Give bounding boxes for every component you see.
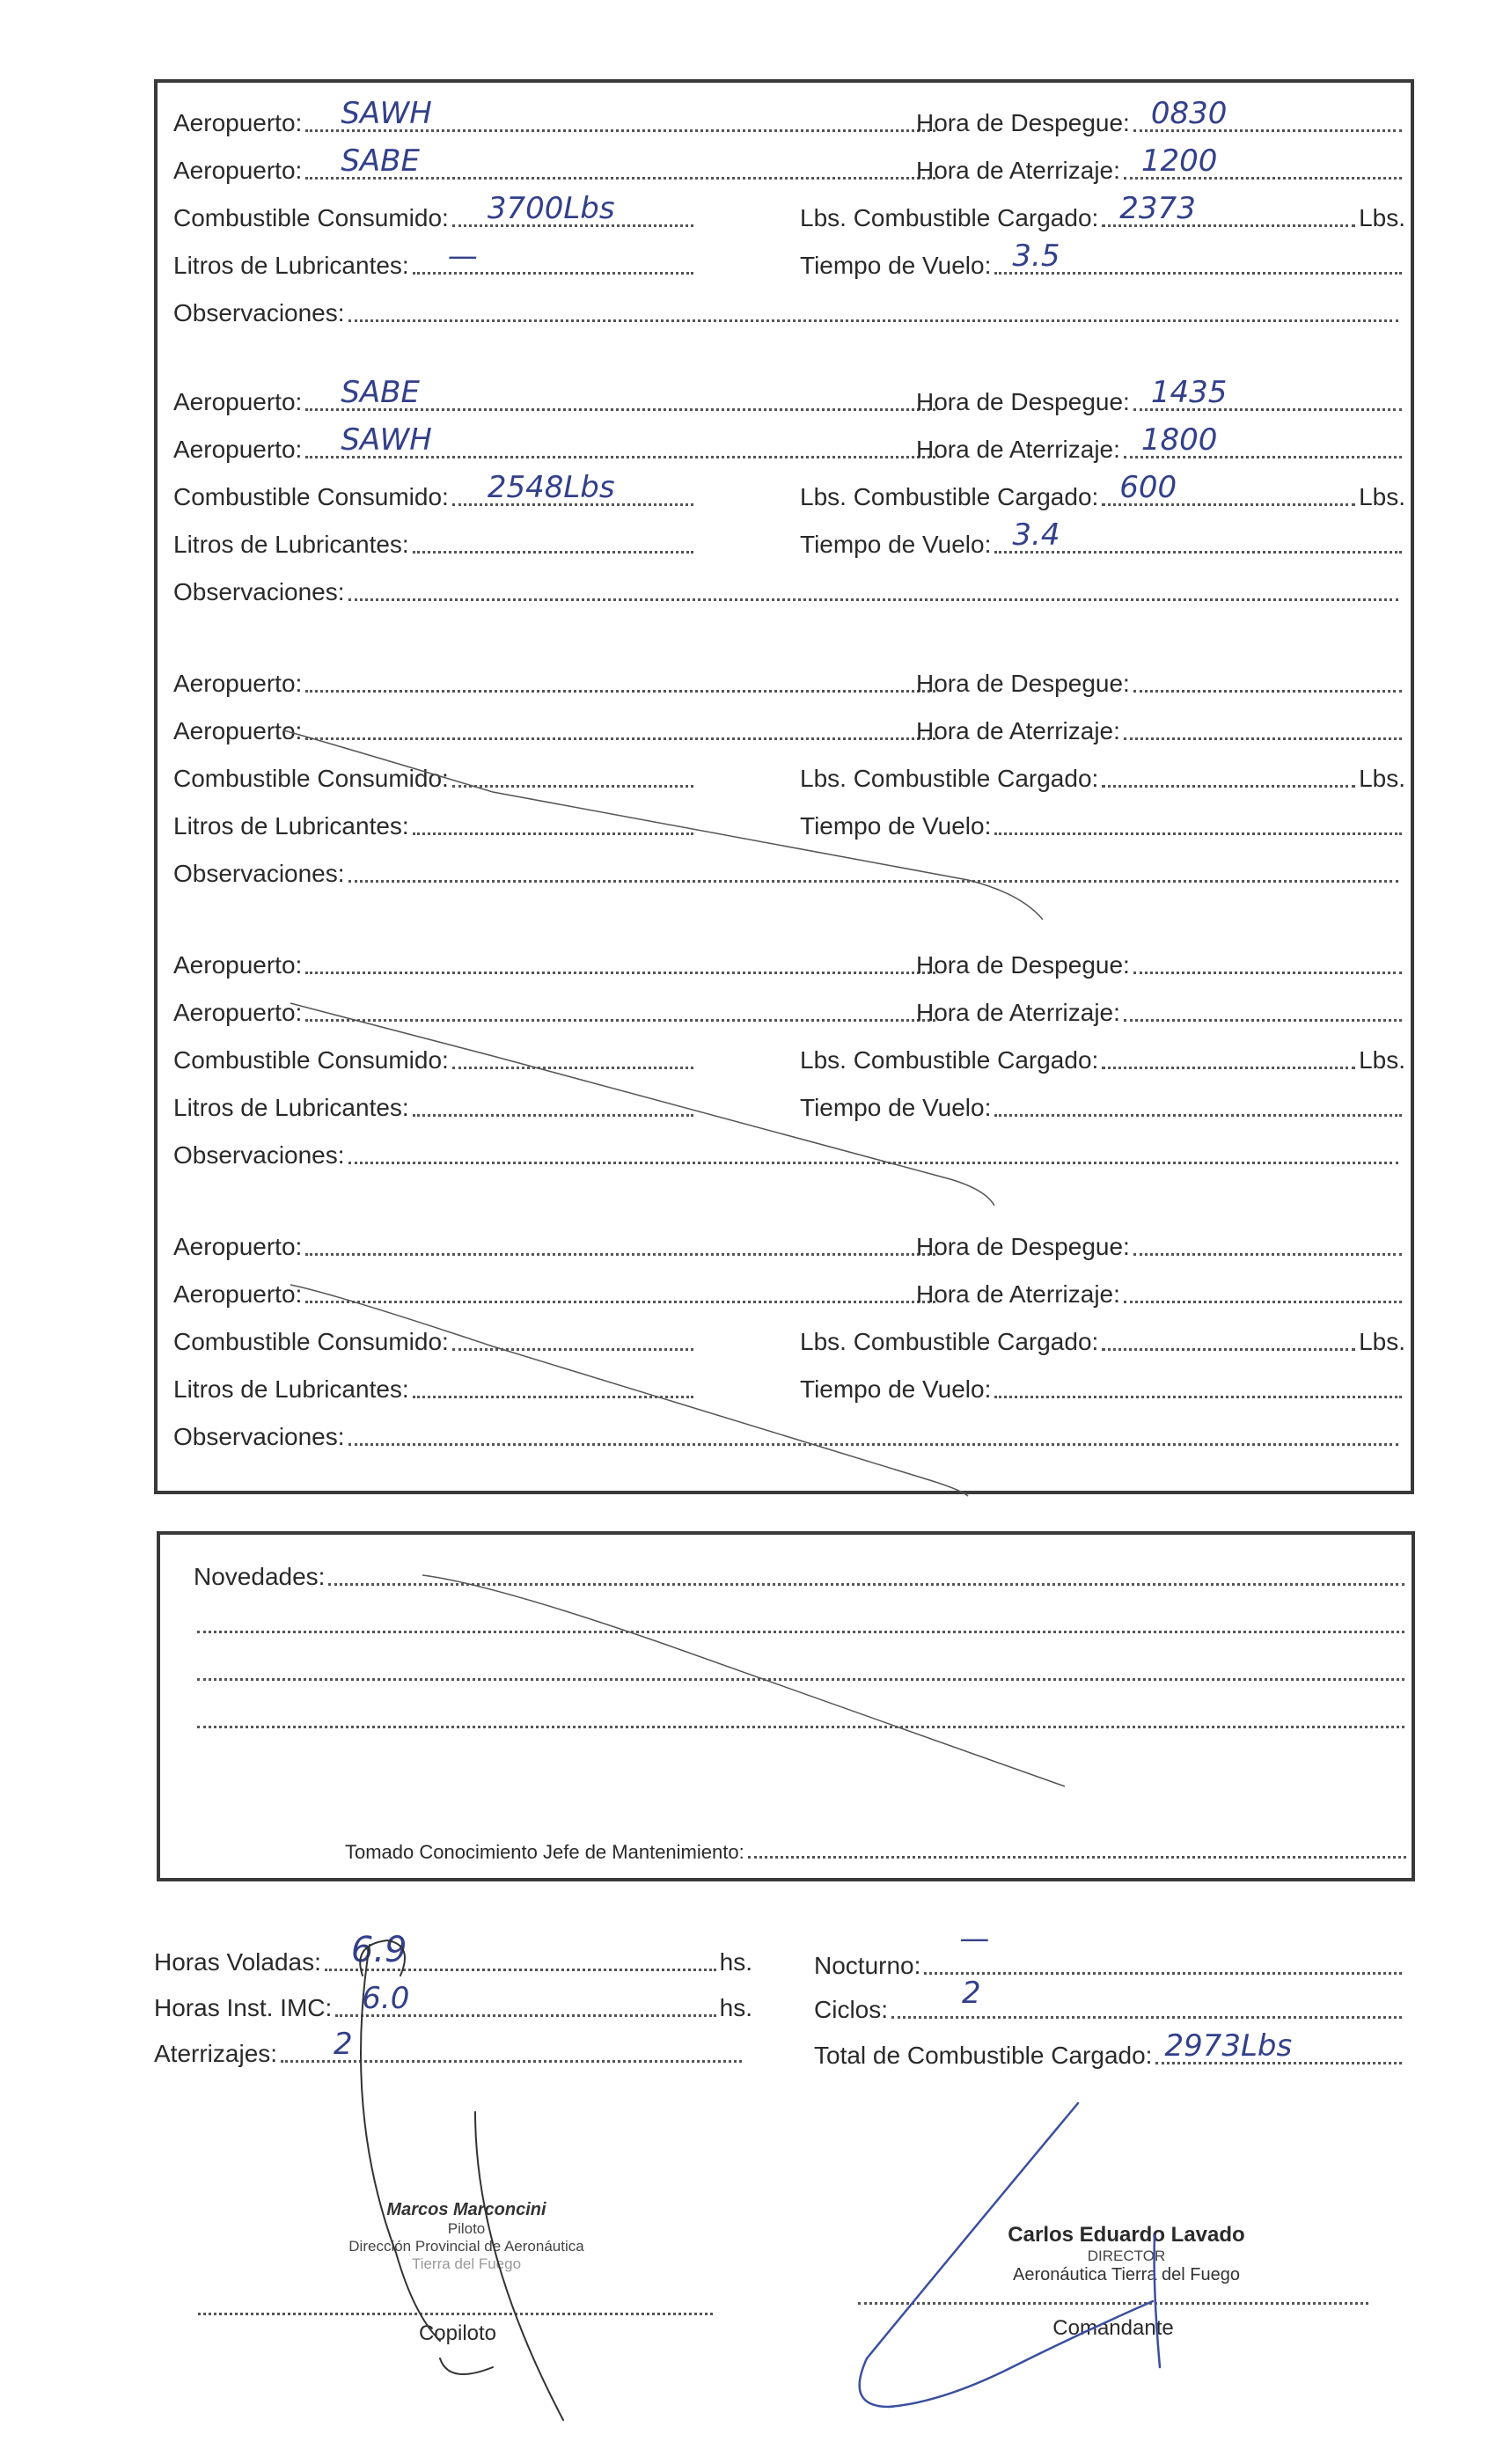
flight-5-landing-label: Hora de Aterrizaje: <box>916 1280 1120 1308</box>
flight-2-lubricants-field[interactable] <box>413 550 693 554</box>
flight-4-airport-to-field[interactable] <box>305 1018 935 1022</box>
flight-3-fuel-loaded-field[interactable] <box>1102 784 1355 788</box>
hours-flown-row <box>154 1930 752 1976</box>
commander-stamp-org: Aeronáutica Tierra del Fuego <box>1013 2265 1240 2284</box>
flight-1-flight-time-row <box>800 238 1405 280</box>
flight-5-lubricants-label: Litros de Lubricantes: <box>173 1375 409 1403</box>
flight-2-flight-time-row <box>800 517 1405 559</box>
flight-2-takeoff-value: 1435 <box>1150 375 1228 410</box>
flight-4-landing-label: Hora de Aterrizaje: <box>916 999 1120 1026</box>
copilot-stamp-role: Piloto <box>447 2220 486 2237</box>
flight-1-fuel-unit: Lbs. <box>1359 204 1405 231</box>
flight-1-airport-to-field[interactable] <box>305 143 935 180</box>
imc-row <box>154 1981 752 2022</box>
night-value: — <box>959 1921 990 1956</box>
flight-3-lubricants-label: Litros de Lubricantes: <box>173 812 409 840</box>
flight-3-landing-field[interactable] <box>1124 737 1402 740</box>
flight-4-fuel-used-label: Combustible Consumido: <box>173 1046 449 1074</box>
flight-2-landing-label: Hora de Aterrizaje: <box>916 436 1120 463</box>
flight-1-landing-label: Hora de Aterrizaje: <box>916 157 1120 184</box>
flight-4-fuel-unit: Lbs. <box>1359 1046 1405 1074</box>
flight-5-takeoff-row <box>916 1231 1405 1261</box>
flight-1-takeoff-value: 0830 <box>1150 96 1228 131</box>
flight-2-airport-to-field[interactable] <box>305 422 935 458</box>
landings-label: Aterrizajes: <box>154 2040 278 2067</box>
flight-2-takeoff-row <box>916 375 1405 416</box>
copilot-signature-line[interactable] <box>198 2313 713 2315</box>
flight-2-airport-to-label: Aeropuerto: <box>173 436 303 463</box>
cycles-value: 2 <box>962 1976 981 2011</box>
flight-1-observations-label: Observaciones: <box>173 299 345 326</box>
novedades-line-row <box>194 1609 1408 1639</box>
night-row <box>814 1921 1405 1980</box>
flight-3-lubricants-row <box>173 810 697 840</box>
cycles-row <box>814 1976 1405 2024</box>
flight-4-takeoff-row <box>916 950 1405 979</box>
flight-4-airport-row <box>173 950 939 979</box>
commander-signature-line[interactable] <box>858 2302 1368 2305</box>
flight-1-airport-row <box>173 96 939 137</box>
flight-2-observations-row <box>173 576 1402 606</box>
flight-3-airport-row <box>173 668 939 698</box>
flight-5-airport-to-row <box>173 1279 939 1309</box>
flight-5-fuel-used-field[interactable] <box>452 1347 693 1351</box>
night-field[interactable] <box>924 1921 1402 1975</box>
flight-1-flight-time-label: Tiempo de Vuelo: <box>800 252 992 279</box>
copilot-role: Copiloto <box>418 2321 497 2345</box>
flight-1-airport-field[interactable] <box>305 96 935 132</box>
flight-1-lubricants-field[interactable] <box>413 238 693 275</box>
flight-3-fuel-used-label: Combustible Consumido: <box>173 765 449 792</box>
flight-2-airport-row <box>173 375 939 416</box>
flight-4-fuel-used-row <box>173 1045 697 1074</box>
commander-stamp-role: DIRECTOR <box>1087 2248 1166 2264</box>
flight-1-airport-to-value: SABE <box>341 143 420 179</box>
novedades-line-1[interactable] <box>328 1582 1404 1586</box>
flight-5-airport-field[interactable] <box>305 1252 935 1256</box>
flight-5-fuel-loaded-label: Lbs. Combustible Cargado: <box>800 1328 1099 1355</box>
flight-1-takeoff-label: Hora de Despegue: <box>916 109 1130 136</box>
hours-flown-value: 6.9 <box>350 1930 407 1970</box>
imc-value: 6.0 <box>362 1981 410 2016</box>
flight-5-airport-to-field[interactable] <box>305 1300 935 1303</box>
flight-3-fuel-used-row <box>173 763 697 793</box>
flight-4-flight-time-label: Tiempo de Vuelo: <box>800 1094 992 1121</box>
flight-5-landing-field[interactable] <box>1124 1300 1402 1303</box>
flight-1-takeoff-field[interactable] <box>1133 96 1402 132</box>
flight-4-lubricants-label: Litros de Lubricantes: <box>173 1094 409 1121</box>
flight-5-lubricants-row <box>173 1374 697 1404</box>
flight-3-flight-time-label: Tiempo de Vuelo: <box>800 812 992 840</box>
flight-2-observations-label: Observaciones: <box>173 578 345 605</box>
flight-2-fuel-loaded-field[interactable] <box>1102 470 1355 506</box>
flight-3-airport-to-field[interactable] <box>305 737 935 740</box>
flight-2-airport-label: Aeropuerto: <box>173 388 303 415</box>
landings-value: 2 <box>334 2027 353 2062</box>
total-fuel-row <box>814 2028 1405 2070</box>
total-fuel-label: Total de Combustible Cargado: <box>814 2042 1153 2069</box>
flight-2-observations-field[interactable] <box>348 598 1398 601</box>
flight-1-lubricants-row <box>173 238 697 280</box>
copilot-stamp-org: Dirección Provincial de Aeronáutica <box>348 2238 584 2255</box>
flight-1-observations-field[interactable] <box>348 319 1398 322</box>
flight-log-box <box>154 79 1414 1494</box>
flight-1-lubricants-value: — <box>447 238 478 274</box>
flight-1-observations-row <box>173 297 1402 327</box>
cycles-label: Ciclos: <box>814 1996 889 2023</box>
landings-row <box>154 2027 745 2068</box>
imc-label: Horas Inst. IMC: <box>154 1994 333 2021</box>
flight-4-airport-field[interactable] <box>305 971 935 974</box>
flight-5-fuel-used-label: Combustible Consumido: <box>173 1328 449 1355</box>
ack-line[interactable] <box>748 1855 1406 1859</box>
flight-3-fuel-used-field[interactable] <box>452 784 693 788</box>
flight-4-airport-to-label: Aeropuerto: <box>173 999 303 1026</box>
flight-5-flight-time-row <box>800 1374 1405 1404</box>
total-fuel-value: 2973Lbs <box>1164 2028 1293 2064</box>
flight-3-observations-label: Observaciones: <box>173 860 345 887</box>
hours-flown-field[interactable] <box>325 1930 716 1971</box>
flight-5-fuel-loaded-row <box>800 1326 1405 1356</box>
flight-4-observations-field[interactable] <box>348 1161 1398 1164</box>
flight-3-fuel-unit: Lbs. <box>1359 765 1405 792</box>
flight-2-takeoff-label: Hora de Despegue: <box>916 388 1130 415</box>
flight-4-airport-label: Aeropuerto: <box>173 951 303 979</box>
flight-4-landing-row <box>916 997 1405 1027</box>
novedades-line-row <box>194 1704 1408 1734</box>
hours-flown-unit: hs. <box>719 1948 752 1976</box>
commander-stamp-name: Carlos Eduardo Lavado <box>1008 2223 1245 2247</box>
commander-stamp <box>968 2223 1285 2285</box>
flight-3-observations-field[interactable] <box>348 879 1398 883</box>
flight-2-lubricants-label: Litros de Lubricantes: <box>173 531 409 558</box>
flight-2-airport-field[interactable] <box>305 375 935 411</box>
flight-1-airport-value: SAWH <box>341 96 432 131</box>
flight-2-flight-time-field[interactable] <box>994 517 1402 554</box>
flight-1-flight-time-value: 3.5 <box>1012 238 1060 274</box>
flight-2-landing-field[interactable] <box>1124 422 1402 458</box>
flight-5-lubricants-field[interactable] <box>413 1395 693 1398</box>
flight-1-fuel-loaded-value: 2373 <box>1119 191 1196 226</box>
flight-3-takeoff-row <box>916 668 1405 698</box>
flight-3-fuel-loaded-row <box>800 763 1405 793</box>
novedades-line-row <box>194 1656 1408 1686</box>
flight-5-flight-time-label: Tiempo de Vuelo: <box>800 1375 992 1403</box>
flight-3-airport-to-label: Aeropuerto: <box>173 717 303 744</box>
flight-3-landing-label: Hora de Aterrizaje: <box>916 717 1120 744</box>
flight-4-takeoff-field[interactable] <box>1133 971 1402 974</box>
flight-1-flight-time-field[interactable] <box>994 238 1402 275</box>
flight-4-flight-time-field[interactable] <box>994 1113 1402 1117</box>
imc-unit: hs. <box>719 1994 752 2021</box>
flight-5-fuel-unit: Lbs. <box>1359 1328 1405 1355</box>
ack-label: Tomado Conocimiento Jefe de Mantenimiento: <box>345 1841 744 1863</box>
flight-1-fuel-used-value: 3700Lbs <box>487 191 615 226</box>
flight-4-flight-time-row <box>800 1092 1405 1122</box>
flight-5-takeoff-label: Hora de Despegue: <box>916 1233 1130 1260</box>
novedades-label: Novedades: <box>194 1563 326 1590</box>
flight-2-fuel-used-field[interactable] <box>452 470 693 506</box>
flight-5-takeoff-field[interactable] <box>1133 1252 1402 1256</box>
hours-flown-label: Horas Voladas: <box>154 1948 321 1976</box>
flight-2-fuel-loaded-value: 600 <box>1119 470 1177 505</box>
novedades-line-3[interactable] <box>197 1677 1404 1681</box>
flight-1-airport-to-row <box>173 143 939 185</box>
copilot-stamp <box>299 2200 634 2273</box>
novedades-line-4[interactable] <box>197 1725 1404 1728</box>
flight-4-landing-field[interactable] <box>1124 1018 1402 1022</box>
flight-5-airport-to-label: Aeropuerto: <box>173 1280 303 1308</box>
commander-role: Comandante <box>1052 2316 1174 2340</box>
flight-2-fuel-loaded-row <box>800 470 1405 511</box>
flight-1-fuel-loaded-label: Lbs. Combustible Cargado: <box>800 204 1099 231</box>
ack-row <box>345 1834 1410 1864</box>
flight-2-fuel-loaded-label: Lbs. Combustible Cargado: <box>800 483 1099 510</box>
flight-4-lubricants-row <box>173 1092 697 1122</box>
flight-4-fuel-used-field[interactable] <box>452 1066 693 1069</box>
flight-2-fuel-unit: Lbs. <box>1359 483 1405 510</box>
flight-1-lubricants-label: Litros de Lubricantes: <box>173 252 409 279</box>
flight-4-fuel-loaded-label: Lbs. Combustible Cargado: <box>800 1046 1099 1074</box>
flight-1-fuel-used-field[interactable] <box>452 191 693 227</box>
total-fuel-field[interactable] <box>1155 2028 1402 2064</box>
flight-4-observations-row <box>173 1140 1402 1170</box>
flight-2-takeoff-field[interactable] <box>1133 375 1402 411</box>
flight-3-airport-to-row <box>173 715 939 745</box>
landings-field[interactable] <box>281 2027 742 2063</box>
flight-1-fuel-used-row <box>173 191 697 232</box>
novedades-box <box>157 1531 1415 1881</box>
flight-1-airport-label: Aeropuerto: <box>173 109 303 136</box>
cycles-field[interactable] <box>891 1976 1402 2019</box>
flight-3-takeoff-field[interactable] <box>1133 689 1402 693</box>
copilot-stamp-name: Marcos Marconcini <box>386 2200 546 2219</box>
novedades-line-2[interactable] <box>197 1630 1404 1633</box>
flight-2-fuel-used-label: Combustible Consumido: <box>173 483 449 510</box>
flight-1-fuel-used-label: Combustible Consumido: <box>173 204 449 231</box>
flight-3-airport-field[interactable] <box>305 689 935 693</box>
imc-field[interactable] <box>335 1981 715 2017</box>
flight-3-landing-row <box>916 715 1405 745</box>
flight-3-observations-row <box>173 858 1402 888</box>
flight-2-airport-to-value: SAWH <box>341 422 432 458</box>
flight-2-fuel-used-row <box>173 470 697 511</box>
flight-1-airport-to-label: Aeropuerto: <box>173 157 303 184</box>
copilot-stamp-place: Tierra del Fuego <box>411 2255 522 2272</box>
flight-2-airport-to-row <box>173 422 939 464</box>
flight-1-landing-value: 1200 <box>1140 143 1218 179</box>
flight-5-airport-label: Aeropuerto: <box>173 1233 303 1260</box>
flight-1-fuel-loaded-row <box>800 191 1405 232</box>
flight-3-lubricants-field[interactable] <box>413 832 693 835</box>
flight-2-landing-value: 1800 <box>1140 422 1218 458</box>
flight-5-fuel-used-row <box>173 1326 697 1356</box>
flight-2-flight-time-value: 3.4 <box>1012 517 1060 553</box>
flight-2-fuel-used-value: 2548Lbs <box>487 470 615 505</box>
flight-4-fuel-loaded-field[interactable] <box>1102 1066 1355 1069</box>
flight-4-airport-to-row <box>173 997 939 1027</box>
flight-1-takeoff-row <box>916 96 1405 137</box>
flight-1-landing-row <box>916 143 1405 185</box>
flight-1-fuel-loaded-field[interactable] <box>1102 191 1355 227</box>
flight-5-landing-row <box>916 1279 1405 1309</box>
flight-3-flight-time-row <box>800 810 1405 840</box>
flight-1-landing-field[interactable] <box>1124 143 1402 180</box>
flight-5-observations-field[interactable] <box>348 1442 1398 1446</box>
novedades-row <box>194 1561 1408 1591</box>
flight-5-airport-row <box>173 1231 939 1261</box>
flight-2-landing-row <box>916 422 1405 464</box>
night-label: Nocturno: <box>814 1952 921 1979</box>
flight-5-observations-row <box>173 1421 1402 1451</box>
flight-3-airport-label: Aeropuerto: <box>173 670 303 697</box>
flight-3-takeoff-label: Hora de Despegue: <box>916 670 1130 697</box>
flight-4-observations-label: Observaciones: <box>173 1141 345 1169</box>
flight-3-flight-time-field[interactable] <box>994 832 1402 835</box>
flight-5-fuel-loaded-field[interactable] <box>1102 1347 1355 1351</box>
flight-2-lubricants-row <box>173 529 697 559</box>
flight-4-takeoff-label: Hora de Despegue: <box>916 951 1130 979</box>
flight-4-lubricants-field[interactable] <box>413 1113 693 1117</box>
flight-2-airport-value: SABE <box>341 375 420 410</box>
flight-5-observations-label: Observaciones: <box>173 1423 345 1450</box>
flight-3-fuel-loaded-label: Lbs. Combustible Cargado: <box>800 765 1099 792</box>
flight-4-fuel-loaded-row <box>800 1045 1405 1074</box>
flight-5-flight-time-field[interactable] <box>994 1395 1402 1398</box>
flight-2-flight-time-label: Tiempo de Vuelo: <box>800 531 992 558</box>
